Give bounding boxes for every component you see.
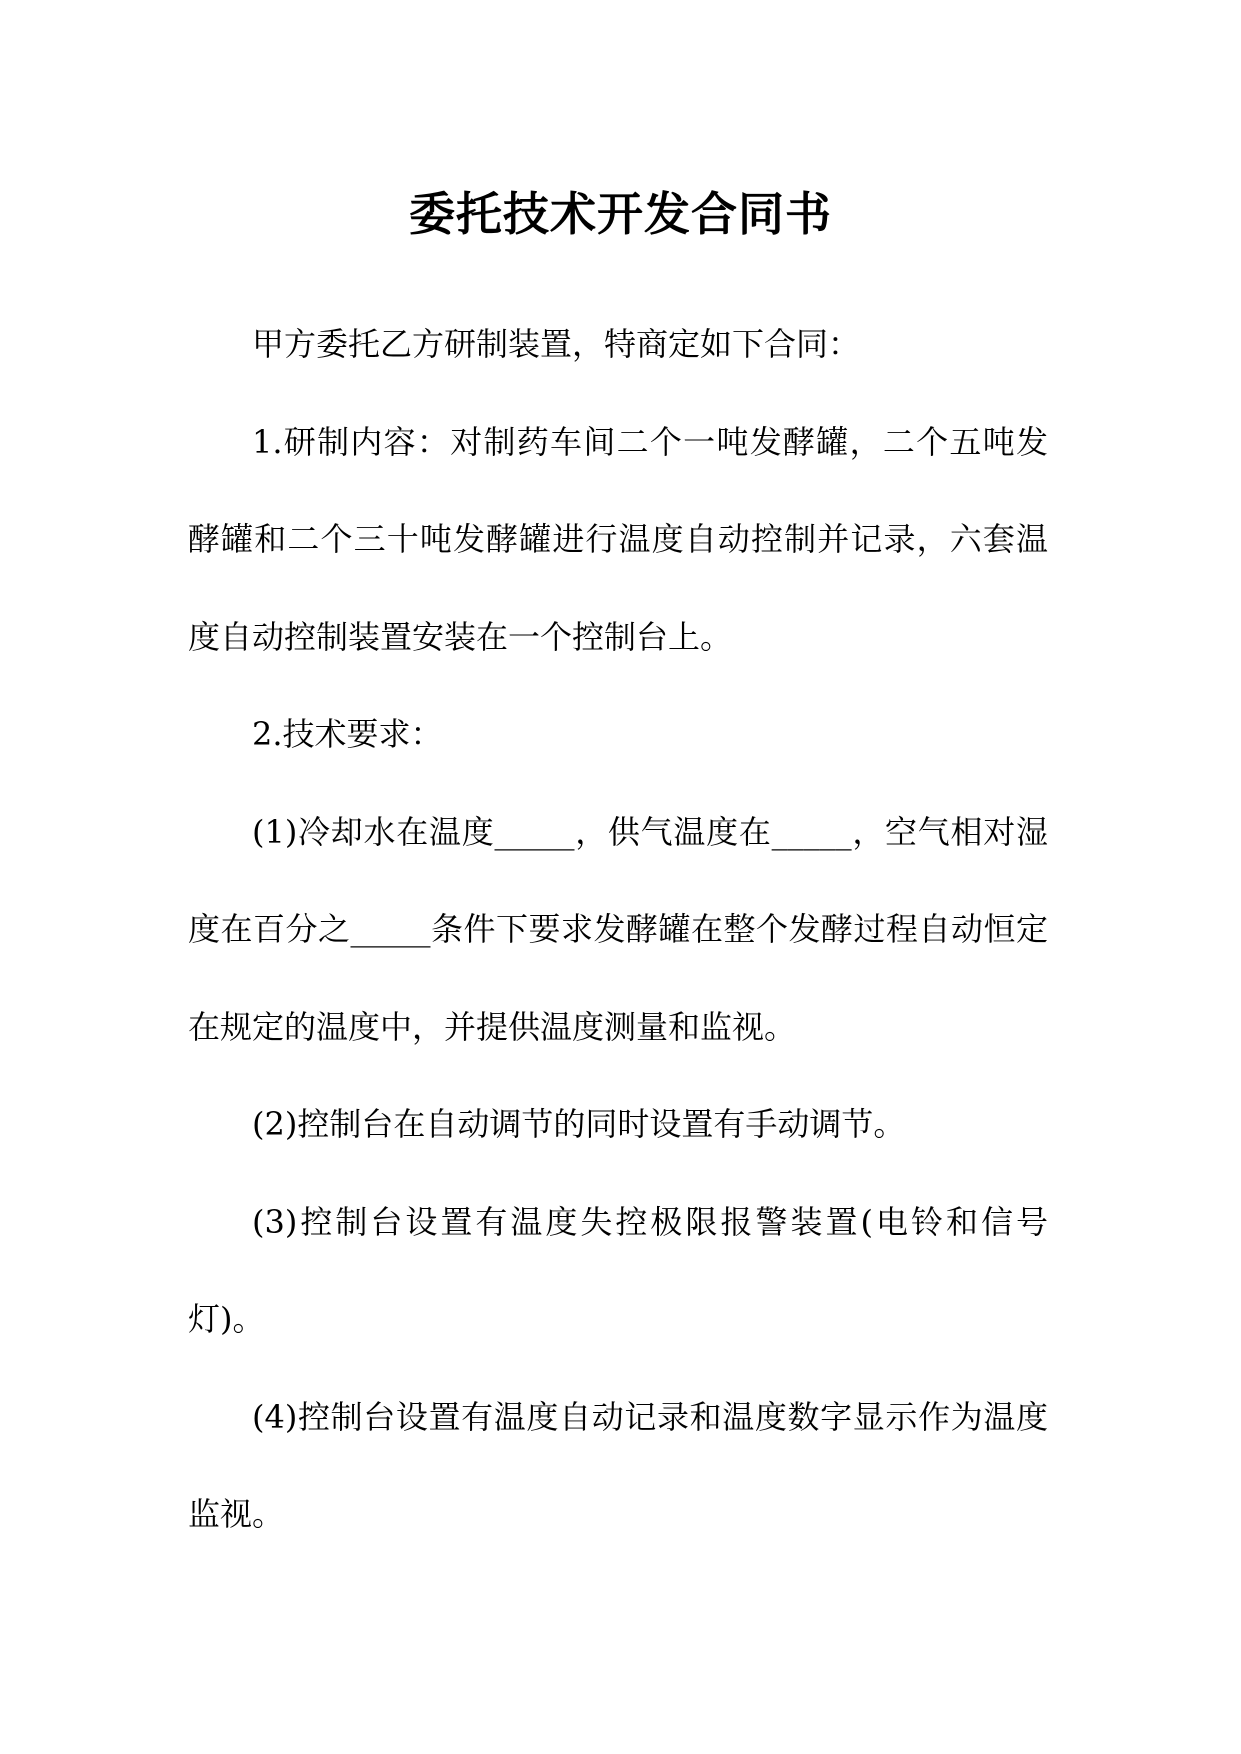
paragraph-requirement-1: (1)冷却水在温度_____，供气温度在_____，空气相对湿度在百分之_____条件下要求发酵罐在整个发酵过程自动恒定在规定的温度中，并提供温度测量和监视。 [188, 812, 1048, 1046]
document-body [188, 296, 1048, 1564]
document-title: 委托技术开发合同书 [409, 186, 832, 241]
paragraph-research-content: 1.研制内容：对制药车间二个一吨发酵罐，二个五吨发酵罐和二个三十吨发酵罐进行温度自动控制并记录，六套温度自动控制装置安装在一个控制台上。 [188, 422, 1048, 656]
paragraph-intro: 甲方委托乙方研制装置，特商定如下合同： [252, 325, 861, 363]
paragraph-requirement-2: (2)控制台在自动调节的同时设置有手动调节。 [252, 1105, 906, 1143]
paragraph-requirement-3: (3)控制台设置有温度失控极限报警装置(电铃和信号灯)。 [188, 1202, 1048, 1338]
paragraph-technical-requirements: 2.技术要求： [252, 715, 443, 753]
paragraph-requirement-4: (4)控制台设置有温度自动记录和温度数字显示作为温度监视。 [188, 1397, 1048, 1533]
